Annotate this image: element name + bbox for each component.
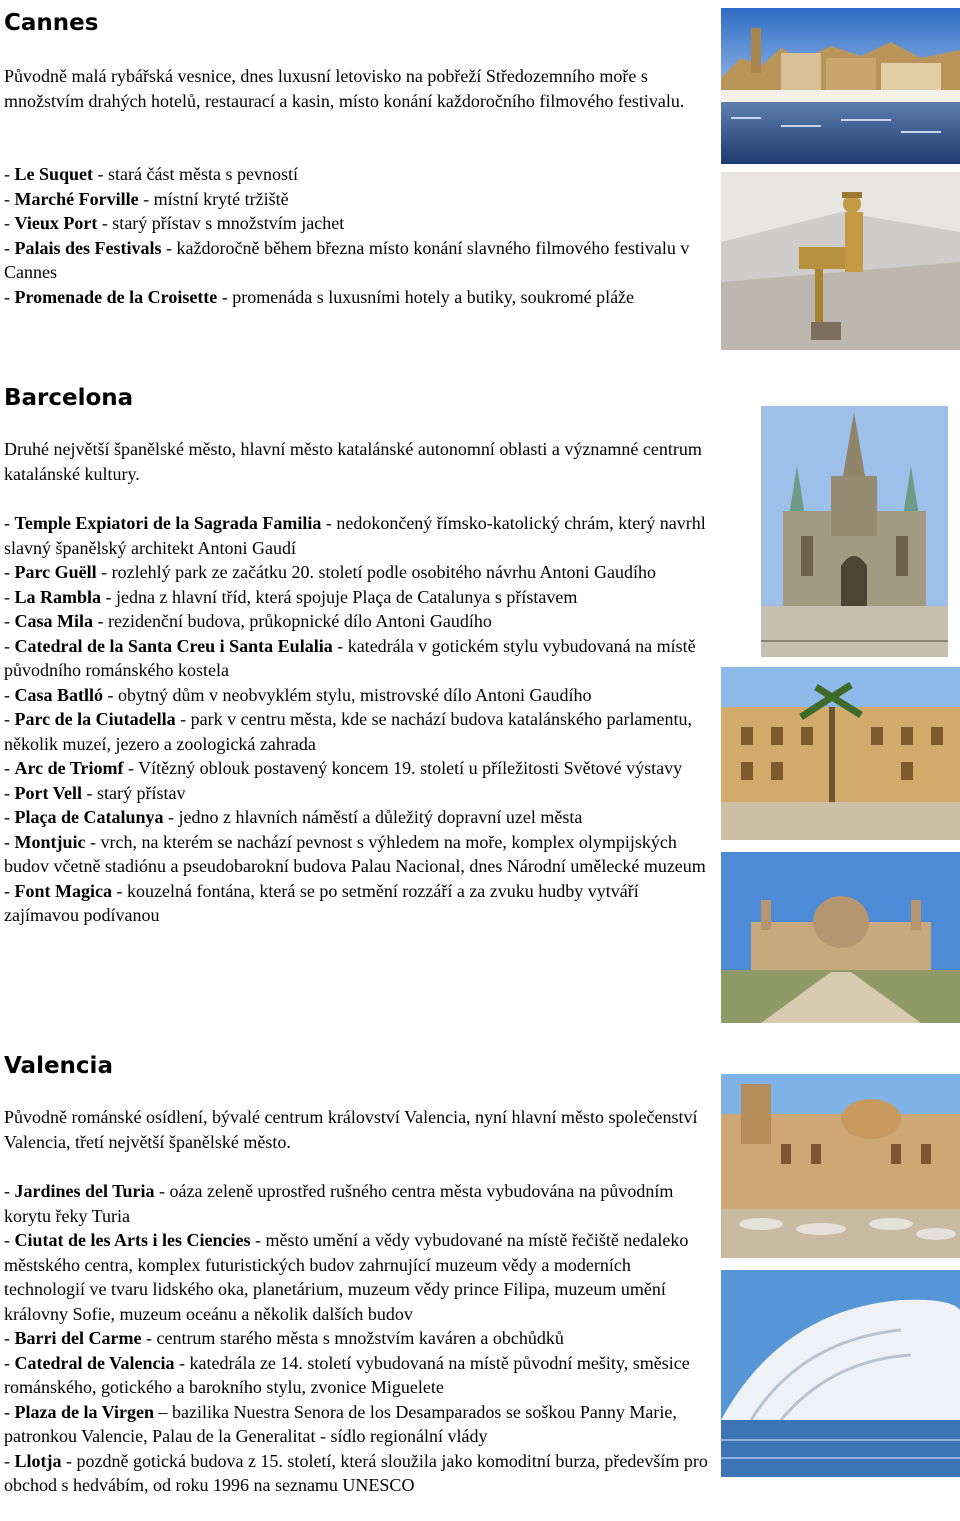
section-intro-barcelona: Druhé největší španělské město, hlavní město katalánské autonomní oblasti a významné centrum katalánské kultury. <box>4 439 702 484</box>
attraction-list-barcelona <box>4 511 716 928</box>
list-item: - La Rambla - jedna z hlavní tříd, která spojuje Plaça de Catalunya s přístavem <box>4 586 578 607</box>
list-item: - Promenade de la Croisette - promenáda s luxusními hotely a butiky, soukromé pláže <box>4 286 635 307</box>
list-item: - Temple Expiatori de la Sagrada Familia - nedokončený římsko-katolický chrám, který navrhl slavný španělský architekt Antoni Gaudí <box>4 513 706 558</box>
list-item: - Catedral de la Santa Creu i Santa Eulalia - katedrála v gotickém stylu vybudovaná na místě původního románského kostela <box>4 635 696 680</box>
section-title-valencia: Valencia <box>4 1053 113 1079</box>
list-item: - Le Suquet - stará část města s pevností <box>4 164 298 184</box>
list-item: - Montjuic - vrch, na kterém se nachází pevnost s výhledem na moře, komplex olympijských budov včetně stadiónu a pseudobarokní budova Palau Nacional, dnes Národní umělecké muzeum <box>4 831 706 876</box>
barcelona-plaza-photo <box>721 667 960 840</box>
list-item: - Ciutat de les Arts i les Ciencies - město umění a vědy vybudované na místě řečiště nedaleko městského centra, komplex futuristických budov zahrnující muzeum vědy a moderních technologií ve tvaru lidského oka, planetárium, muzeum vědy prince Filipa, muzeum umění královny Sofie, muzeum oceánu a několik dalších budov <box>4 1230 689 1324</box>
list-item: - Jardines del Turia - oáza zeleně uprostřed rušného centra města vybudována na původním korytu řeky Turia <box>4 1181 674 1226</box>
list-item: - Font Magica - kouzelná fontána, která se po setmění rozzáří a za zvuku hudby vytváří zajímavou podívanou <box>4 880 639 925</box>
list-item: - Arc de Triomf - Vítězný oblouk postavený koncem 19. století u příležitosti Světové výstavy <box>4 758 683 778</box>
list-item: - Marché Forville - místní kryté tržiště <box>4 188 289 209</box>
list-item: - Port Vell - starý přístav <box>4 782 186 803</box>
attraction-list-cannes <box>4 162 714 309</box>
list-item: - Catedral de Valencia - katedrála ze 14. století vybudovaná na místě původní mešity, směsice románského, gotického a barokního stylu, zvonice Miguelete <box>4 1352 690 1397</box>
section-intro-valencia: Původně románské osídlení, bývalé centrum království Valencia, nyní hlavní město společenství Valencia, třetí největší španělské město. <box>4 1107 698 1152</box>
list-item: - Casa Mila - rezidenční budova, průkopnické dílo Antoni Gaudího <box>4 611 492 631</box>
list-item: - Vieux Port - starý přístav s množstvím jachet <box>4 213 345 233</box>
list-item: - Parc de la Ciutadella - park v centru města, kde se nachází budova katalánského parlamentu, několik muzeí, jezero a zoologická zahrada <box>4 709 692 754</box>
list-item: - Llotja - pozdně gotická budova z 15. století, která sloužila jako komoditní burza, především pro obchod s hedvábím, od roku 1996 na seznamu UNESCO <box>4 1450 708 1495</box>
list-item: - Plaza de la Virgen – bazilika Nuestra Senora de los Desamparados se soškou Panny Marie, patronkou Valencie, Palau de la Generalitat - sídlo regionální vlády <box>4 1401 677 1446</box>
list-item: - Barri del Carme - centrum starého města s množstvím kaváren a obchůdků <box>4 1328 564 1348</box>
cannes-harbour-photo <box>721 8 960 164</box>
list-item: - Palais des Festivals - každoročně během března místo konání slavného filmového festivalu v Cannes <box>4 237 690 282</box>
valencia-arts-sciences-photo <box>721 1270 960 1477</box>
barcelona-palace-photo <box>721 852 960 1023</box>
attraction-list-valencia <box>4 1179 709 1498</box>
section-intro-cannes: Původně malá rybářská vesnice, dnes luxusní letovisko na pobřeží Středozemního moře s množstvím drahých hotelů, restaurací a kasin, místo konání každoročního filmového festivalu. <box>4 66 685 111</box>
barcelona-cathedral-photo <box>761 406 948 657</box>
cannes-statue-photo <box>721 172 960 350</box>
list-item: - Casa Batlló - obytný dům v neobvyklém stylu, mistrovské dílo Antoni Gaudího <box>4 684 592 705</box>
section-title-barcelona: Barcelona <box>4 385 134 411</box>
list-item: - Plaça de Catalunya - jedno z hlavních náměstí a důležitý dopravní uzel města <box>4 807 583 827</box>
section-title-cannes: Cannes <box>4 10 99 36</box>
list-item: - Parc Guëll - rozlehlý park ze začátku 20. století podle osobitého návrhu Antoni Gaudího <box>4 562 657 582</box>
valencia-plaza-photo <box>721 1074 960 1258</box>
